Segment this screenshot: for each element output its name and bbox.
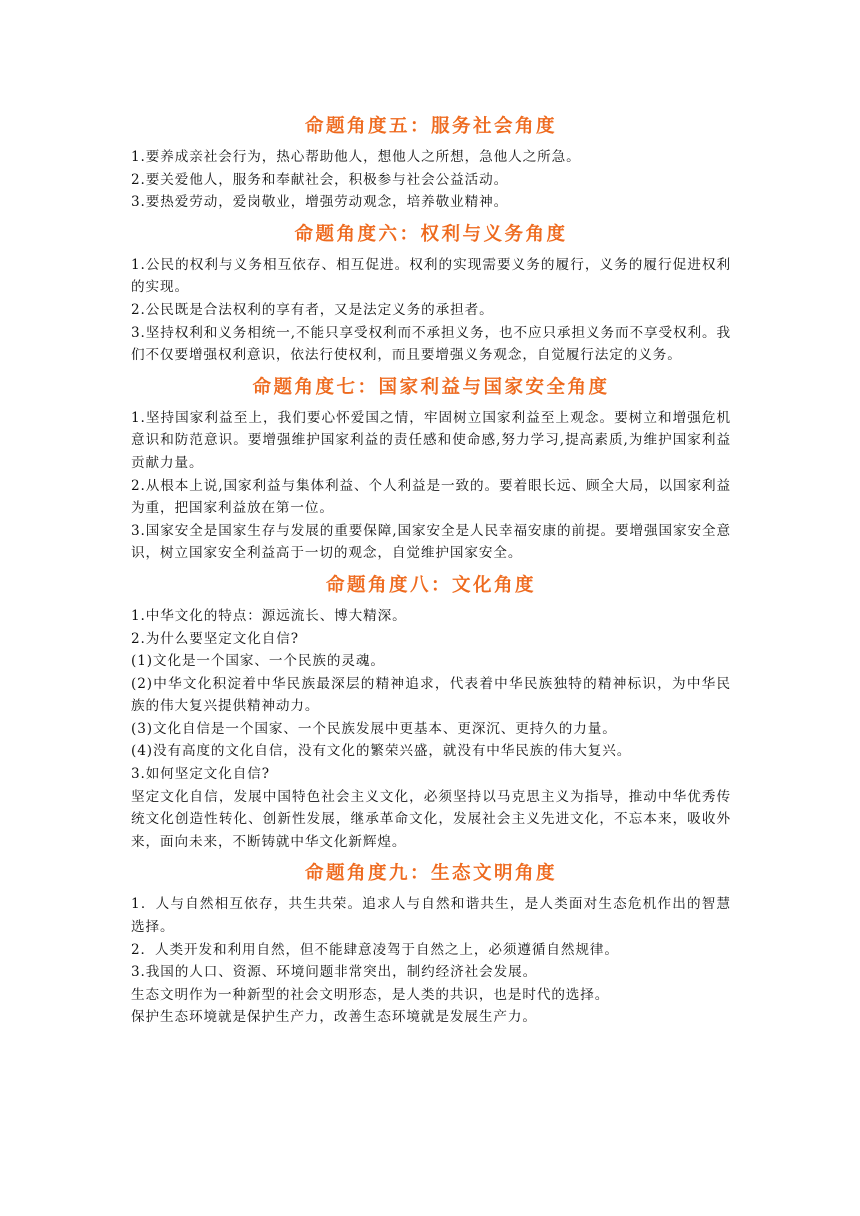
section	[131, 859, 731, 1035]
paragraph: 1.要养成亲社会行为，热心帮助他人，想他人之所想，急他人之所急。	[131, 149, 581, 165]
paragraph: 2.为什么要坚定文化自信?	[131, 630, 299, 647]
paragraph: (1)文化是一个国家、一个民族的灵魂。	[131, 653, 385, 670]
section-heading: 命题角度八：文化角度	[325, 574, 536, 596]
section-heading: 命题角度七：国家利益与国家安全角度	[252, 376, 610, 398]
paragraph: 保护生态环境就是保护生产力，改善生态环境就是发展生产力。	[131, 1009, 537, 1026]
section-heading: 命题角度六：权利与义务角度	[294, 223, 568, 245]
section-heading: 命题角度九：生态文明角度	[304, 863, 557, 885]
section	[131, 373, 731, 571]
paragraph: (4)没有高度的文化自信，没有文化的繁荣兴盛，就没有中华民族的伟大复兴。	[131, 743, 632, 760]
paragraph: 1.中华文化的特点：源远流长、博大精深。	[131, 607, 407, 624]
paragraph: 1．人与自然相互依存，共生共荣。追求人与自然和谐共生，是人类面对生态危机作出的智慧选择。	[131, 896, 731, 936]
document-page	[131, 112, 731, 1035]
section	[131, 220, 731, 373]
section-heading: 命题角度五：服务社会角度	[304, 116, 557, 137]
section	[131, 571, 731, 860]
paragraph: (3)文化自信是一个国家、一个民族发展中更基本、更深沉、更持久的力量。	[131, 720, 617, 737]
paragraph: 3.要热爱劳动，爱岗敬业，增强劳动观念，培养敬业精神。	[131, 194, 509, 211]
section	[131, 112, 731, 220]
paragraph: 2.公民既是合法权利的享有者，又是法定义务的承担者。	[131, 301, 494, 318]
paragraph: 2.要关爱他人，服务和奉献社会，积极参与社会公益活动。	[131, 171, 509, 188]
paragraph: (2)中华文化积淀着中华民族最深层的精神追求，代表着中华民族独特的精神标识，为中华民族的伟大复兴提供精神动力。	[131, 675, 731, 715]
paragraph: 3.国家安全是国家生存与发展的重要保障,国家安全是人民幸福安康的前提。要增强国家安全意识，树立国家安全利益高于一切的观念，自觉维护国家安全。	[131, 522, 731, 562]
paragraph: 2.从根本上说,国家利益与集体利益、个人利益是一致的。要着眼长远、顾全大局，以国家利益为重，把国家利益放在第一位。	[131, 477, 731, 517]
paragraph: 3.如何坚定文化自信?	[131, 766, 270, 783]
paragraph: 坚定文化自信，发展中国特色社会主义文化，必须坚持以马克思主义为指导，推动中华优秀传统文化创造性转化、创新性发展，继承革命文化，发展社会主义先进文化，不忘本来，吸收外来，面向未来，不断铸就中华文化新辉煌。	[131, 788, 731, 850]
paragraph: 1.公民的权利与义务相互依存、相互促进。权利的实现需要义务的履行，义务的履行促进权利的实现。	[131, 256, 731, 296]
paragraph: 1.坚持国家利益至上，我们要心怀爱国之情，牢固树立国家利益至上观念。要树立和增强危机意识和防范意识。要增强维护国家利益的责任感和使命感,努力学习,提高素质,为维护国家利益贡献力量。	[131, 409, 731, 471]
paragraph: 3.我国的人口、资源、环境问题非常突出，制约经济社会发展。	[131, 964, 538, 981]
paragraph: 3.坚持权利和义务相统一,不能只享受权利而不承担义务，也不应只承担义务而不享受权利。我们不仅要增强权利意识，依法行使权利，而且要增强义务观念，自觉履行法定的义务。	[131, 324, 731, 364]
paragraph: 2．人类开发和利用自然，但不能肆意凌驾于自然之上，必须遵循自然规律。	[131, 941, 619, 958]
paragraph: 生态文明作为一种新型的社会文明形态，是人类的共识，也是时代的选择。	[131, 986, 610, 1003]
